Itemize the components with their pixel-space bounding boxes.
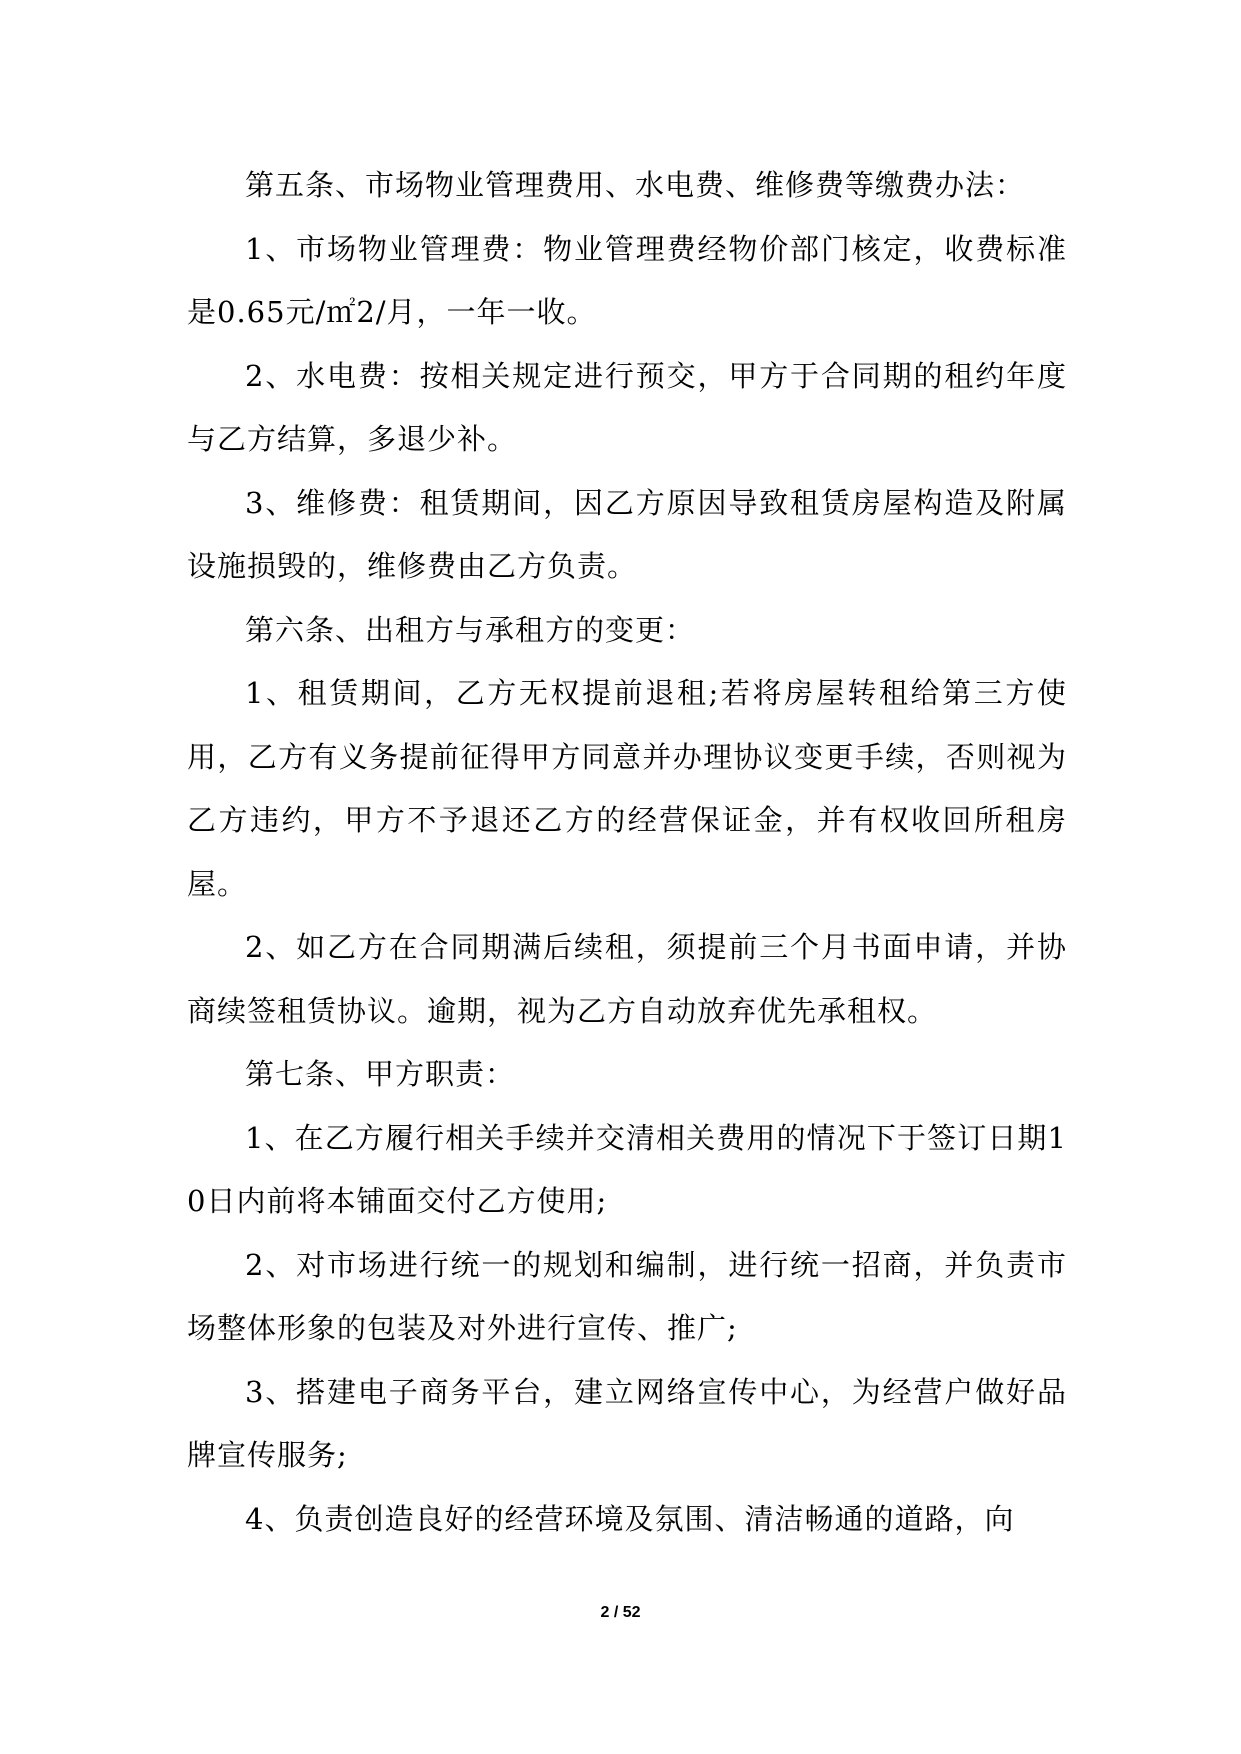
paragraph-article-6-item-1: 1、租赁期间，乙方无权提前退租;若将房屋转租给第三方使用，乙方有义务提前征得甲方同意并办理协议变更手续，否则视为乙方违约，甲方不予退还乙方的经营保证金，并有权收回所租房屋。 (187, 676, 1067, 901)
paragraph-article-7-heading: 第七条、甲方职责： (245, 1057, 516, 1091)
paragraph-article-7-item-2: 2、对市场进行统一的规划和编制，进行统一招商，并负责市场整体形象的包装及对外进行宣传、推广; (187, 1247, 1067, 1345)
paragraph-article-5-heading: 第五条、市场物业管理费用、水电费、维修费等缴费办法： (245, 168, 1026, 202)
paragraph-article-5-item-2: 2、水电费：按相关规定进行预交，甲方于合同期的租约年度与乙方结算，多退少补。 (187, 358, 1067, 456)
page-number: 2 / 52 (600, 1604, 641, 1621)
paragraph-article-5-item-1: 1、市场物业管理费：物业管理费经物价部门核定，收费标准是0.65元/㎡2/月，一年一收。 (187, 231, 1067, 329)
paragraph-article-6-item-2: 2、如乙方在合同期满后续租，须提前三个月书面申请，并协商续签租赁协议。逾期，视为乙方自动放弃优先承租权。 (187, 930, 1067, 1028)
paragraph-article-5-item-3: 3、维修费：租赁期间，因乙方原因导致租赁房屋构造及附属设施损毁的，维修费由乙方负责。 (187, 485, 1067, 583)
paragraph-article-7-item-1: 1、在乙方履行相关手续并交清相关费用的情况下于签订日期10日内前将本铺面交付乙方使用; (187, 1120, 1067, 1218)
paragraph-article-6-heading: 第六条、出租方与承租方的变更： (245, 612, 696, 647)
document-body (187, 154, 1067, 1551)
paragraph-article-7-item-3: 3、搭建电子商务平台，建立网络宣传中心，为经营户做好品牌宣传服务; (187, 1374, 1067, 1472)
paragraph-article-7-item-4: 4、负责创造良好的经营环境及氛围、清洁畅通的道路，向 (245, 1501, 1015, 1536)
